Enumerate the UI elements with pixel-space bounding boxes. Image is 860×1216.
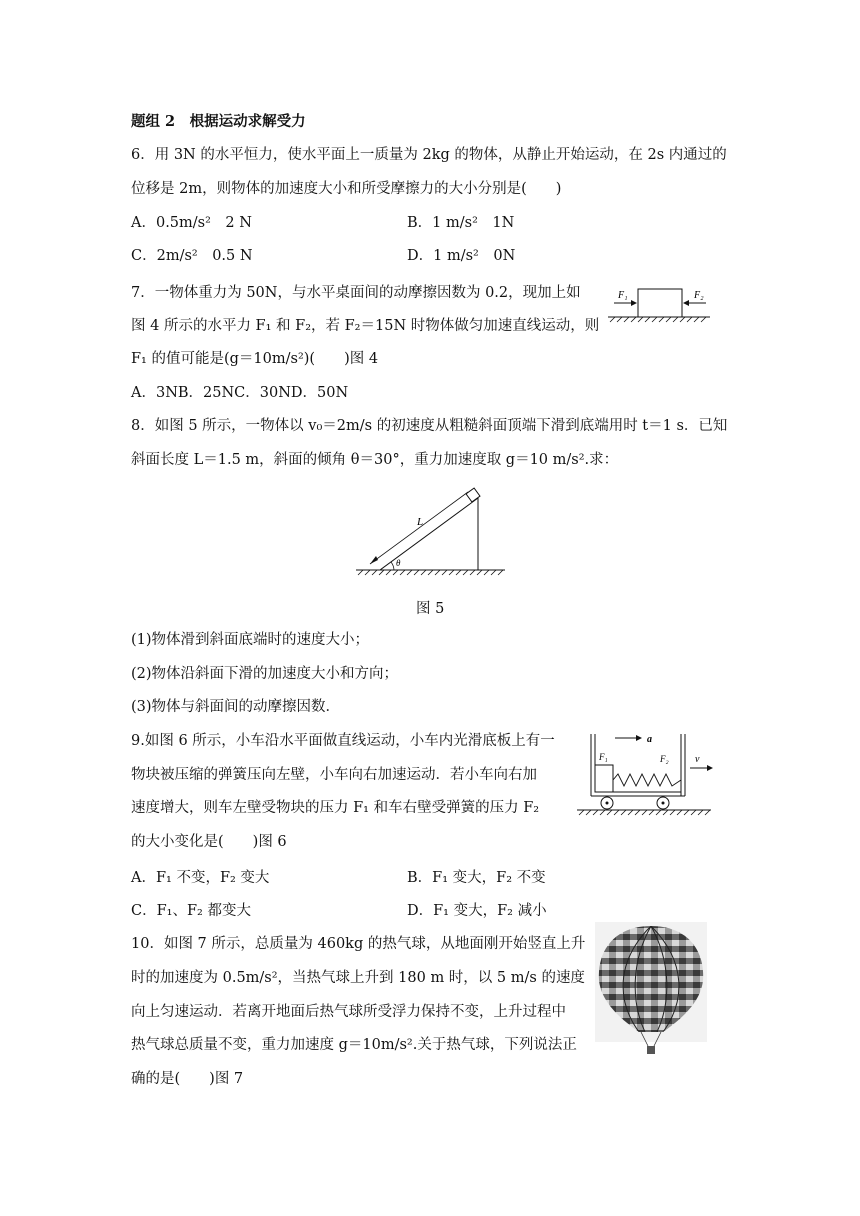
q6-line-2: 位移是 2m，则物体的加速度大小和所受摩擦力的大小分别是( )	[131, 181, 562, 197]
angle-arc	[391, 562, 394, 570]
q7-line-2: 图 4 所示的水平力 F₁ 和 F₂，若 F₂＝15N 时物体做匀加速直线运动，则	[131, 318, 600, 334]
length-label: L	[417, 516, 424, 528]
f1-label: F₁	[618, 290, 628, 301]
figure-5-caption: 图 5	[416, 601, 445, 617]
q9-option-a: A．F₁ 不变，F₂ 变大	[131, 870, 270, 886]
q10-line-2: 时的加速度为 0.5m/s²，当热气球上升到 180 m 时，以 5 m/s 的速度	[131, 970, 585, 986]
length-arrow	[370, 492, 468, 564]
spring	[613, 774, 681, 786]
q9-option-d: D．F₁ 变大，F₂ 减小	[407, 903, 547, 919]
q6-option-c: C．2m/s² 0.5 N	[131, 248, 253, 264]
ground-hatching	[579, 810, 710, 815]
q8-sub-1: (1)物体滑到斜面底端时的速度大小；	[131, 632, 370, 648]
q10-line-3: 向上匀速运动．若离开地面后热气球所受浮力保持不变，上升过程中	[131, 1004, 566, 1020]
q10-line-5: 确的是( )图 7	[131, 1071, 244, 1087]
block	[595, 765, 613, 792]
q7-line-1: 7．一物体重力为 50N，与水平桌面间的动摩擦因数为 0.2，现加上如	[131, 285, 581, 301]
balloon-basket	[647, 1046, 655, 1054]
q7-line-3: F₁ 的值可能是(g＝10m/s²)( )图 4	[131, 351, 379, 367]
q10-line-4: 热气球总质量不变，重力加速度 g＝10m/s².关于热气球，下列说法正	[131, 1037, 577, 1053]
block	[638, 289, 682, 317]
incline-surface	[380, 498, 478, 570]
q10-line-1: 10．如图 7 所示，总质量为 460kg 的热气球，从地面刚开始竖直上升	[131, 936, 586, 952]
q9-line-2: 物块被压缩的弹簧压向左壁，小车向右加速运动．若小车向右加	[131, 767, 537, 783]
q7-options: A．3NB．25NC．30ND．50N	[131, 385, 349, 401]
length-arrowhead	[370, 556, 378, 564]
figure-4-block-forces	[600, 282, 715, 324]
theta-label: θ	[396, 558, 401, 568]
q8-line-1: 8．如图 5 所示，一物体以 v₀＝2m/s 的初速度从粗糙斜面顶端下滑到底端用时 t＝1 s．已知	[131, 418, 728, 434]
q6-line-1: 6．用 3N 的水平恒力，使水平面上一质量为 2kg 的物体，从静止开始运动，在 2s 内通过的	[131, 147, 727, 163]
q6-option-b: B．1 m/s² 1N	[407, 215, 515, 231]
f2-label: F₂	[694, 290, 704, 301]
figure-6-cart	[575, 728, 715, 823]
figure-5-incline	[350, 480, 510, 580]
a-label: a	[647, 734, 652, 745]
ground-hatching	[358, 570, 503, 575]
ground-hatching	[610, 317, 706, 322]
q9-line-3: 速度增大，则车左壁受物块的压力 F₁ 和车右壁受弹簧的压力 F₂	[131, 800, 540, 816]
q8-sub-2: (2)物体沿斜面下滑的加速度大小和方向；	[131, 666, 399, 682]
q8-sub-3: (3)物体与斜面间的动摩擦因数．	[131, 699, 341, 715]
q9-line-4: 的大小变化是( )图 6	[131, 834, 287, 850]
v-label: v	[695, 754, 700, 765]
q9-option-b: B．F₁ 变大，F₂ 不变	[407, 870, 546, 886]
q9-option-c: C．F₁、F₂ 都变大	[131, 903, 251, 919]
f1-label: F₁	[599, 752, 608, 762]
q8-line-2: 斜面长度 L＝1.5 m，斜面的倾角 θ＝30°，重力加速度取 g＝10 m/s².求：	[131, 452, 619, 468]
q6-option-a: A．0.5m/s² 2 N	[131, 215, 252, 231]
figure-7-hot-air-balloon	[595, 922, 707, 1060]
f2-label: F₂	[660, 754, 669, 764]
q6-option-d: D．1 m/s² 0N	[407, 248, 516, 264]
q9-line-1: 9.如图 6 所示，小车沿水平面做直线运动，小车内光滑底板上有一	[131, 733, 555, 749]
section-title: 题组 2 根据运动求解受力	[131, 113, 306, 130]
